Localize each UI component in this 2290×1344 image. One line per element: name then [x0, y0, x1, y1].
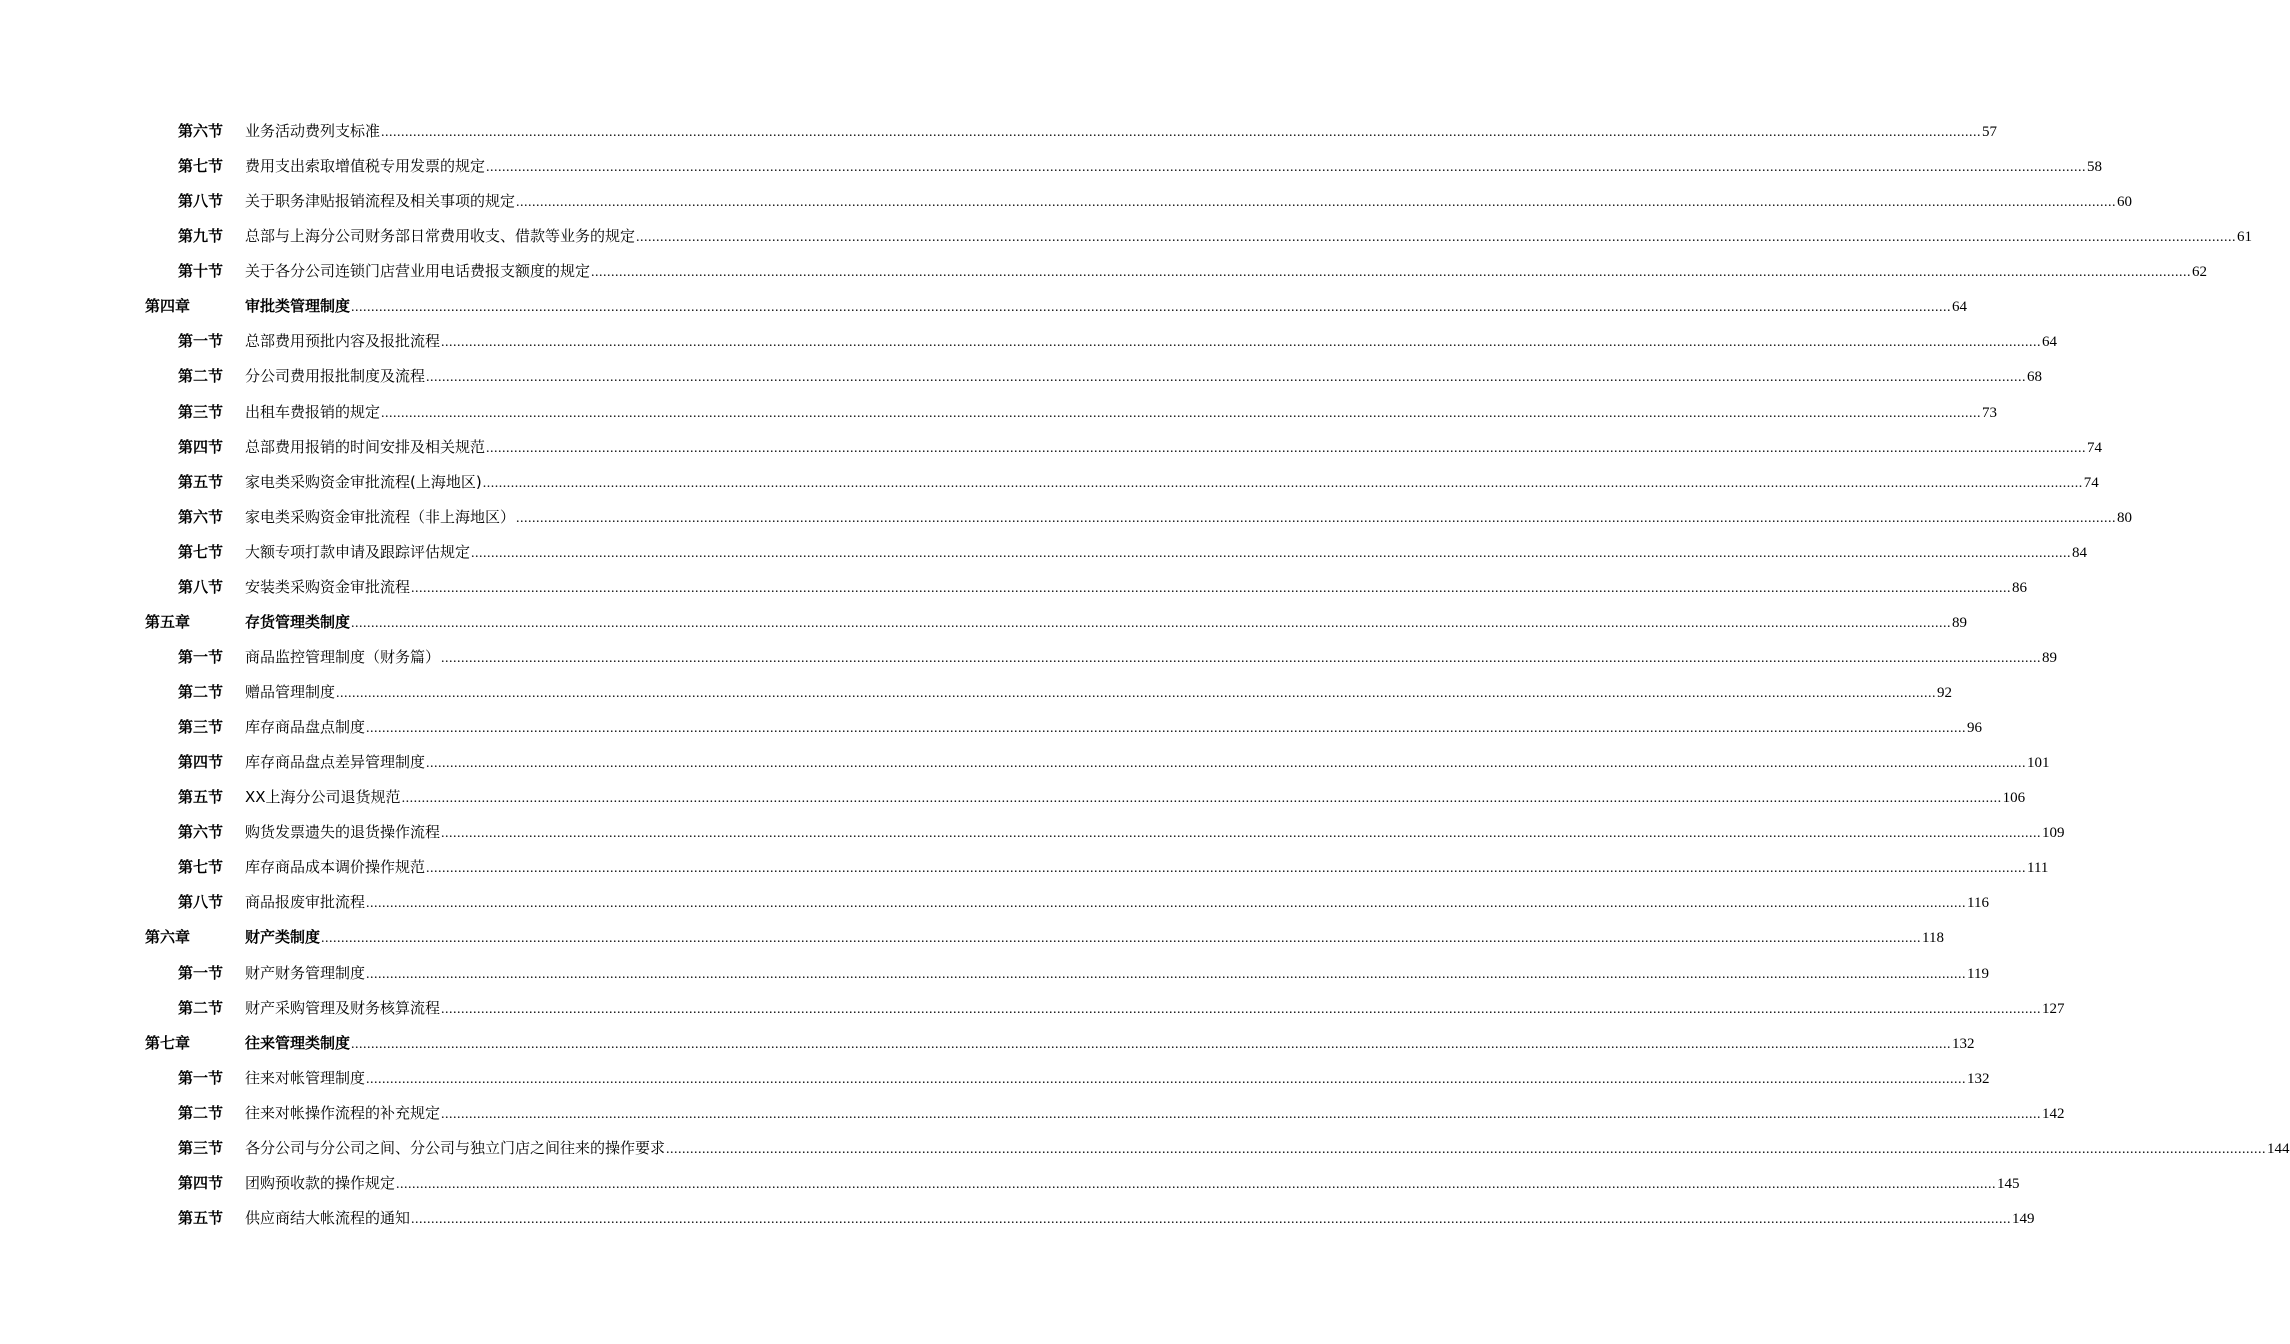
dot-leader: ................................................................................................................................................................................................................................................................................................................................................................................................................	[441, 826, 2042, 842]
toc-entry-page-number: 132	[1952, 1035, 1975, 1052]
toc-entry-line	[245, 675, 1953, 711]
toc-chapter-entry[interactable]	[0, 289, 1968, 324]
dot-leader: ................................................................................................................................................................................................................................................................................................................................................................................................................	[381, 125, 1982, 140]
toc-chapter-entry[interactable]	[0, 1026, 1975, 1061]
toc-entry-title: 商品监控管理制度（财务篇）	[245, 647, 441, 666]
toc-entry-page-number: 106	[2002, 790, 2026, 807]
toc-section-entry[interactable]	[0, 1061, 1990, 1096]
toc-entry-line	[245, 920, 1944, 956]
toc-entry-number: 第八节	[178, 192, 224, 211]
toc-entry-page-number: 96	[1967, 720, 1983, 737]
toc-entry-title: 赠品管理制度	[245, 683, 336, 701]
toc-entry-number: 第三节	[178, 1138, 224, 1157]
toc-entry-title: 往来管理类制度	[245, 1033, 351, 1052]
toc-entry-number: 第二节	[178, 1103, 224, 1122]
toc-entry-title: 关于各分公司连锁门店营业用电话费报支额度的规定	[245, 262, 591, 281]
toc-section-entry[interactable]	[0, 500, 2133, 535]
toc-entry-number: 第四节	[178, 1173, 224, 1192]
toc-section-entry[interactable]	[0, 395, 1998, 430]
toc-entry-page-number: 64	[2042, 334, 2058, 351]
toc-entry-title: 存货管理类制度	[245, 612, 351, 631]
toc-entry-title: 业务活动费列支标准	[245, 122, 381, 140]
toc-entry-page-number: 68	[2027, 369, 2043, 386]
toc-entry-number: 第五节	[178, 788, 224, 807]
dot-leader: ................................................................................................................................................................................................................................................................................................................................................................................................................	[666, 1141, 2267, 1157]
toc-entry-number: 第六节	[178, 823, 224, 842]
toc-entry-number: 第二节	[178, 367, 224, 386]
toc-section-entry[interactable]	[0, 324, 2058, 359]
toc-entry-number: 第三节	[178, 402, 224, 421]
toc-section-entry[interactable]	[0, 184, 2133, 219]
toc-entry-page-number: 74	[2083, 474, 2099, 491]
toc-section-entry[interactable]	[0, 675, 1953, 710]
toc-entry-number: 第五节	[178, 472, 224, 491]
toc-entry-title: 出租车费报销的规定	[245, 402, 381, 421]
toc-entry-number: 第四节	[178, 753, 224, 772]
toc-entry-line	[245, 395, 1998, 431]
toc-entry-title: 大额专项打款申请及跟踪评估规定	[245, 542, 471, 561]
toc-entry-page-number: 86	[2012, 579, 2028, 596]
toc-entry-number: 第十节	[178, 262, 224, 281]
toc-section-entry[interactable]	[0, 991, 2065, 1026]
dot-leader: ................................................................................................................................................................................................................................................................................................................................................................................................................	[441, 1001, 2042, 1017]
toc-entry-title: 库存商品成本调价操作规范	[245, 858, 426, 877]
dot-leader: ................................................................................................................................................................................................................................................................................................................................................................................................................	[366, 1071, 1967, 1087]
dot-leader: ................................................................................................................................................................................................................................................................................................................................................................................................................	[441, 650, 2042, 666]
toc-entry-title: 家电类采购资金审批流程(上海地区)	[245, 472, 482, 491]
toc-entry-number: 第六节	[178, 122, 224, 140]
toc-section-entry[interactable]	[0, 465, 2099, 500]
toc-entry-line	[245, 1131, 2290, 1167]
toc-section-entry[interactable]	[0, 1166, 2020, 1201]
toc-section-entry[interactable]	[0, 535, 2088, 570]
toc-entry-line	[245, 430, 2103, 466]
toc-entry-number: 第二节	[178, 683, 224, 701]
toc-chapter-entry[interactable]	[0, 605, 1968, 640]
toc-entry-title: 财产采购管理及财务核算流程	[245, 998, 441, 1017]
toc-entry-page-number: 116	[1967, 895, 1989, 912]
toc-entry-line	[245, 1096, 2065, 1132]
toc-entry-title: 库存商品盘点差异管理制度	[245, 753, 426, 772]
toc-entry-line	[245, 149, 2103, 185]
toc-entry-number: 第七节	[178, 858, 224, 877]
toc-entry-line	[245, 324, 2058, 360]
toc-entry-title: 往来对帐操作流程的补充规定	[245, 1103, 441, 1122]
toc-entry-number: 第一节	[178, 963, 224, 982]
toc-entry-title: 各分公司与分公司之间、分公司与独立门店之间往来的操作要求	[245, 1138, 666, 1157]
toc-entry-title: 费用支出索取增值税专用发票的规定	[245, 157, 486, 176]
toc-entry-number: 第八节	[178, 577, 224, 596]
dot-leader: ................................................................................................................................................................................................................................................................................................................................................................................................................	[396, 1176, 1997, 1192]
toc-entry-page-number: 89	[2042, 649, 2058, 666]
dot-leader: ................................................................................................................................................................................................................................................................................................................................................................................................................	[441, 1106, 2042, 1122]
toc-entry-page-number: 101	[2027, 755, 2050, 772]
toc-entry-page-number: 74	[2087, 439, 2103, 456]
toc-entry-page-number: 60	[2117, 194, 2133, 211]
dot-leader: ................................................................................................................................................................................................................................................................................................................................................................................................................	[591, 265, 2192, 281]
toc-entry-line	[245, 500, 2133, 536]
toc-entry-page-number: 64	[1952, 299, 1968, 316]
toc-section-entry[interactable]	[0, 1131, 2290, 1166]
toc-entry-page-number: 73	[1982, 404, 1998, 421]
toc-entry-page-number: 62	[2192, 264, 2208, 281]
toc-section-entry[interactable]	[0, 254, 2208, 289]
toc-entry-title: 关于职务津贴报销流程及相关事项的规定	[245, 192, 516, 211]
dot-leader: ................................................................................................................................................................................................................................................................................................................................................................................................................	[366, 966, 1967, 982]
toc-entry-page-number: 118	[1922, 930, 1944, 947]
toc-entry-title: 供应商结大帐流程的通知	[245, 1208, 411, 1227]
toc-entry-page-number: 132	[1967, 1070, 1990, 1087]
dot-leader: ................................................................................................................................................................................................................................................................................................................................................................................................................	[381, 405, 1982, 421]
toc-entry-number: 第九节	[178, 227, 224, 246]
toc-entry-page-number: 127	[2042, 1000, 2065, 1017]
toc-entry-page-number: 142	[2042, 1105, 2065, 1122]
toc-entry-title: 购货发票遗失的退货操作流程	[245, 823, 441, 842]
toc-section-entry[interactable]	[0, 359, 2043, 394]
toc-section-entry[interactable]	[0, 780, 2026, 815]
toc-section-entry[interactable]	[0, 1201, 2035, 1236]
toc-entry-line	[245, 640, 2058, 676]
toc-entry-title: 财产类制度	[245, 928, 321, 947]
dot-leader: ................................................................................................................................................................................................................................................................................................................................................................................................................	[482, 475, 2083, 491]
toc-section-entry[interactable]	[0, 114, 1998, 149]
toc-entry-line	[245, 359, 2043, 395]
toc-entry-line	[245, 956, 1989, 992]
dot-leader: ................................................................................................................................................................................................................................................................................................................................................................................................................	[351, 615, 1952, 631]
toc-entry-number: 第七章	[145, 1033, 191, 1052]
toc-section-entry[interactable]	[0, 430, 2103, 465]
toc-entry-page-number: 109	[2042, 825, 2065, 842]
toc-entry-line	[245, 254, 2208, 290]
toc-entry-number: 第七节	[178, 542, 224, 561]
toc-section-entry[interactable]	[0, 850, 2049, 885]
toc-entry-title: 审批类管理制度	[245, 297, 351, 316]
toc-entry-page-number: 57	[1982, 124, 1998, 140]
toc-section-entry[interactable]	[0, 956, 1989, 991]
toc-entry-line	[245, 289, 1968, 325]
toc-entry-number: 第三节	[178, 718, 224, 737]
toc-entry-page-number: 92	[1937, 685, 1953, 701]
toc-entry-line	[245, 1026, 1975, 1062]
toc-entry-title: 安装类采购资金审批流程	[245, 577, 411, 596]
toc-entry-title: XX上海分公司退货规范	[245, 788, 401, 807]
toc-section-entry[interactable]	[0, 710, 1983, 745]
toc-entry-line	[245, 570, 2028, 606]
toc-entry-page-number: 111	[2027, 860, 2049, 877]
dot-leader: ................................................................................................................................................................................................................................................................................................................................................................................................................	[336, 686, 1937, 701]
dot-leader: ................................................................................................................................................................................................................................................................................................................................................................................................................	[516, 510, 2117, 526]
toc-entry-line	[245, 535, 2088, 571]
toc-entry-number: 第一节	[178, 647, 224, 666]
toc-entry-title: 团购预收款的操作规定	[245, 1173, 396, 1192]
toc-entry-line	[245, 1166, 2020, 1202]
toc-section-entry[interactable]	[0, 219, 2253, 254]
dot-leader: ................................................................................................................................................................................................................................................................................................................................................................................................................	[411, 580, 2012, 596]
dot-leader: ................................................................................................................................................................................................................................................................................................................................................................................................................	[401, 791, 2002, 807]
toc-entry-line	[245, 1061, 1990, 1097]
toc-section-entry[interactable]	[0, 1096, 2065, 1131]
toc-section-entry[interactable]	[0, 640, 2058, 675]
dot-leader: ................................................................................................................................................................................................................................................................................................................................................................................................................	[366, 721, 1967, 737]
toc-entry-page-number: 144	[2267, 1140, 2290, 1157]
toc-entry-number: 第一节	[178, 1068, 224, 1087]
toc-entry-line	[245, 114, 1998, 150]
dot-leader: ................................................................................................................................................................................................................................................................................................................................................................................................................	[321, 931, 1922, 947]
toc-chapter-entry[interactable]	[0, 920, 1944, 955]
toc-section-entry[interactable]	[0, 815, 2065, 850]
dot-leader: ................................................................................................................................................................................................................................................................................................................................................................................................................	[426, 861, 2027, 877]
dot-leader: ................................................................................................................................................................................................................................................................................................................................................................................................................	[441, 335, 2042, 351]
toc-entry-line	[245, 710, 1983, 746]
toc-entry-number: 第七节	[178, 157, 224, 176]
toc-entry-title: 库存商品盘点制度	[245, 718, 366, 737]
dot-leader: ................................................................................................................................................................................................................................................................................................................................................................................................................	[426, 370, 2027, 386]
toc-entry-line	[245, 815, 2065, 851]
dot-leader: ................................................................................................................................................................................................................................................................................................................................................................................................................	[471, 545, 2072, 561]
toc-entry-page-number: 89	[1952, 614, 1968, 631]
toc-entry-title: 家电类采购资金审批流程（非上海地区）	[245, 507, 516, 526]
table-of-contents	[0, 114, 2290, 1236]
toc-entry-title: 分公司费用报批制度及流程	[245, 367, 426, 386]
dot-leader: ................................................................................................................................................................................................................................................................................................................................................................................................................	[351, 1036, 1952, 1052]
toc-entry-line	[245, 219, 2253, 255]
toc-entry-line	[245, 184, 2133, 220]
toc-entry-number: 第二节	[178, 998, 224, 1017]
toc-entry-page-number: 58	[2087, 159, 2103, 176]
dot-leader: ................................................................................................................................................................................................................................................................................................................................................................................................................	[486, 160, 2087, 176]
dot-leader: ................................................................................................................................................................................................................................................................................................................................................................................................................	[426, 756, 2027, 772]
toc-entry-number: 第五章	[145, 612, 191, 631]
toc-entry-line	[245, 745, 2050, 781]
toc-entry-page-number: 80	[2117, 509, 2133, 526]
toc-entry-title: 总部费用预批内容及报批流程	[245, 332, 441, 351]
toc-section-entry[interactable]	[0, 745, 2050, 780]
toc-entry-line	[245, 605, 1968, 641]
dot-leader: ................................................................................................................................................................................................................................................................................................................................................................................................................	[411, 1211, 2012, 1227]
toc-section-entry[interactable]	[0, 885, 1989, 920]
toc-entry-page-number: 149	[2012, 1210, 2035, 1227]
toc-entry-title: 总部与上海分公司财务部日常费用收支、借款等业务的规定	[245, 227, 636, 246]
toc-entry-page-number: 61	[2237, 229, 2253, 246]
toc-entry-number: 第六节	[178, 507, 224, 526]
toc-entry-line	[245, 465, 2099, 501]
toc-entry-line	[245, 780, 2026, 816]
dot-leader: ................................................................................................................................................................................................................................................................................................................................................................................................................	[351, 300, 1952, 316]
toc-entry-line	[245, 850, 2049, 886]
toc-entry-line	[245, 885, 1989, 921]
toc-entry-number: 第五节	[178, 1208, 224, 1227]
toc-entry-number: 第一节	[178, 332, 224, 351]
toc-entry-line	[245, 991, 2065, 1027]
toc-entry-title: 往来对帐管理制度	[245, 1068, 366, 1087]
toc-entry-number: 第四节	[178, 437, 224, 456]
dot-leader: ................................................................................................................................................................................................................................................................................................................................................................................................................	[366, 896, 1967, 912]
toc-entry-line	[245, 1201, 2035, 1237]
dot-leader: ................................................................................................................................................................................................................................................................................................................................................................................................................	[636, 230, 2237, 246]
toc-entry-page-number: 84	[2072, 544, 2088, 561]
dot-leader: ................................................................................................................................................................................................................................................................................................................................................................................................................	[516, 195, 2117, 211]
toc-entry-title: 总部费用报销的时间安排及相关规范	[245, 437, 486, 456]
toc-section-entry[interactable]	[0, 149, 2103, 184]
toc-entry-title: 商品报废审批流程	[245, 893, 366, 912]
toc-entry-number: 第六章	[145, 928, 191, 947]
toc-entry-title: 财产财务管理制度	[245, 963, 366, 982]
toc-entry-number: 第四章	[145, 297, 191, 316]
toc-entry-page-number: 145	[1997, 1175, 2020, 1192]
toc-entry-number: 第八节	[178, 893, 224, 912]
toc-section-entry[interactable]	[0, 570, 2028, 605]
toc-entry-page-number: 119	[1967, 965, 1989, 982]
dot-leader: ................................................................................................................................................................................................................................................................................................................................................................................................................	[486, 440, 2087, 456]
